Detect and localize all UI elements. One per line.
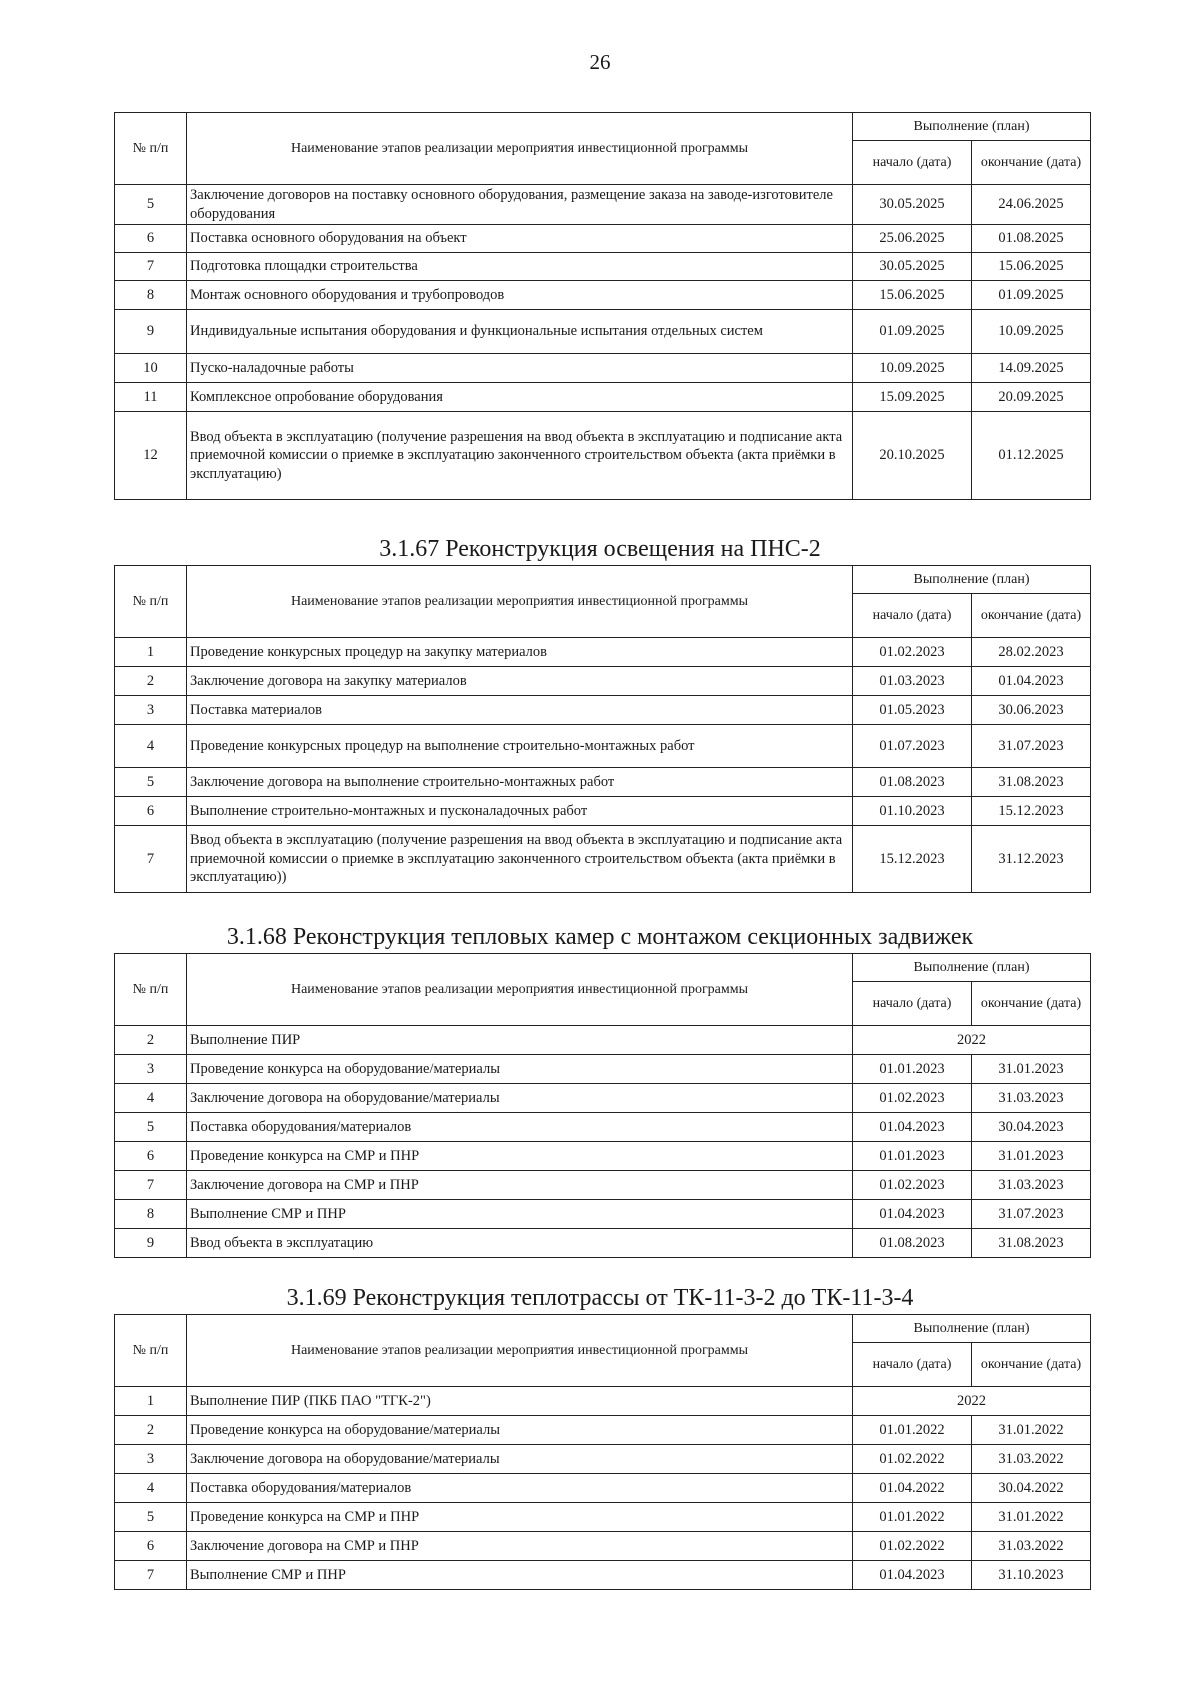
row-end: 31.12.2023 <box>972 826 1091 893</box>
table-row <box>115 1200 1091 1229</box>
row-end: 31.03.2022 <box>972 1445 1091 1474</box>
header-execution: Выполнение (план) <box>853 566 1091 594</box>
row-num: 1 <box>115 638 187 667</box>
table-row <box>115 185 1091 225</box>
row-num: 3 <box>115 696 187 725</box>
row-name: Заключение договора на СМР и ПНР <box>187 1171 853 1200</box>
table-row <box>115 1416 1091 1445</box>
row-start: 01.07.2023 <box>853 725 972 768</box>
row-start: 01.03.2023 <box>853 667 972 696</box>
row-end: 31.01.2023 <box>972 1055 1091 1084</box>
row-name: Проведение конкурса на оборудование/материалы <box>187 1416 853 1445</box>
table-row <box>115 1229 1091 1258</box>
row-num: 2 <box>115 1026 187 1055</box>
row-name: Монтаж основного оборудования и трубопроводов <box>187 281 853 310</box>
row-start: 01.04.2023 <box>853 1113 972 1142</box>
row-name: Заключение договора на выполнение строительно-монтажных работ <box>187 768 853 797</box>
row-name: Проведение конкурса на СМР и ПНР <box>187 1503 853 1532</box>
header-execution: Выполнение (план) <box>853 954 1091 982</box>
row-name: Поставка оборудования/материалов <box>187 1113 853 1142</box>
row-num: 5 <box>115 185 187 225</box>
row-name: Проведение конкурсных процедур на закупку материалов <box>187 638 853 667</box>
row-name: Проведение конкурса на оборудование/материалы <box>187 1055 853 1084</box>
row-start: 30.05.2025 <box>853 185 972 225</box>
row-name: Проведение конкурсных процедур на выполнение строительно-монтажных работ <box>187 725 853 768</box>
row-start: 01.04.2022 <box>853 1474 972 1503</box>
row-end: 10.09.2025 <box>972 310 1091 354</box>
row-start: 01.08.2023 <box>853 768 972 797</box>
row-start: 01.10.2023 <box>853 797 972 826</box>
row-name: Заключение договора на оборудование/материалы <box>187 1084 853 1113</box>
header-num: № п/п <box>115 1315 187 1387</box>
header-start: начало (дата) <box>853 141 972 185</box>
row-end: 31.10.2023 <box>972 1561 1091 1590</box>
row-start: 01.02.2023 <box>853 1171 972 1200</box>
table-row <box>115 354 1091 383</box>
row-year: 2022 <box>853 1387 1091 1416</box>
row-start: 01.08.2023 <box>853 1229 972 1258</box>
row-name: Заключение договора на СМР и ПНР <box>187 1532 853 1561</box>
row-start: 01.09.2025 <box>853 310 972 354</box>
header-end: окончание (дата) <box>972 982 1091 1026</box>
table-row <box>115 1142 1091 1171</box>
row-name: Поставка оборудования/материалов <box>187 1474 853 1503</box>
row-num: 9 <box>115 1229 187 1258</box>
table-row <box>115 225 1091 253</box>
row-start: 01.01.2023 <box>853 1142 972 1171</box>
table-row <box>115 281 1091 310</box>
header-end: окончание (дата) <box>972 594 1091 638</box>
row-name: Заключение договора на закупку материалов <box>187 667 853 696</box>
row-name: Ввод объекта в эксплуатацию <box>187 1229 853 1258</box>
stages-table-67 <box>114 565 1091 893</box>
row-name: Ввод объекта в эксплуатацию (получение разрешения на ввод объекта в эксплуатацию и подписание акта приемочной комиссии о приемке в эксплуатацию законченного строительством объекта (акта приёмки в эксплуатацию)) <box>187 826 853 893</box>
row-end: 01.08.2025 <box>972 225 1091 253</box>
row-start: 01.02.2023 <box>853 638 972 667</box>
header-end: окончание (дата) <box>972 1343 1091 1387</box>
row-name: Выполнение СМР и ПНР <box>187 1200 853 1229</box>
stages-table-68 <box>114 953 1091 1258</box>
row-name: Выполнение строительно-монтажных и пусконаладочных работ <box>187 797 853 826</box>
row-start: 01.04.2023 <box>853 1200 972 1229</box>
table-row <box>115 667 1091 696</box>
row-end: 31.03.2022 <box>972 1532 1091 1561</box>
row-end: 14.09.2025 <box>972 354 1091 383</box>
row-num: 2 <box>115 667 187 696</box>
row-end: 01.04.2023 <box>972 667 1091 696</box>
row-num: 7 <box>115 826 187 893</box>
table-row <box>115 696 1091 725</box>
section-title-69: 3.1.69 Реконструкция теплотрассы от ТК-11-3-2 до ТК-11-3-4 <box>286 1285 914 1311</box>
table-row <box>115 1503 1091 1532</box>
header-execution: Выполнение (план) <box>853 1315 1091 1343</box>
row-num: 6 <box>115 1532 187 1561</box>
row-name: Заключение договора на оборудование/материалы <box>187 1445 853 1474</box>
row-end: 01.09.2025 <box>972 281 1091 310</box>
row-name: Поставка основного оборудования на объект <box>187 225 853 253</box>
row-num: 4 <box>115 1084 187 1113</box>
row-start: 15.09.2025 <box>853 383 972 412</box>
header-num: № п/п <box>115 113 187 185</box>
row-end: 30.06.2023 <box>972 696 1091 725</box>
header-name: Наименование этапов реализации мероприятия инвестиционной программы <box>187 1315 853 1387</box>
table-row <box>115 253 1091 281</box>
row-name: Выполнение СМР и ПНР <box>187 1561 853 1590</box>
row-num: 2 <box>115 1416 187 1445</box>
row-start: 01.01.2022 <box>853 1503 972 1532</box>
header-start: начало (дата) <box>853 594 972 638</box>
header-num: № п/п <box>115 954 187 1026</box>
row-name: Ввод объекта в эксплуатацию (получение разрешения на ввод объекта в эксплуатацию и подписание акта приемочной комиссии о приемке в эксплуатацию законченного строительством объекта (акта приёмки в эксплуатацию) <box>187 412 853 500</box>
row-start: 01.02.2022 <box>853 1532 972 1561</box>
row-name: Заключение договоров на поставку основного оборудования, размещение заказа на заводе-изготовителе оборудования <box>187 185 853 225</box>
row-end: 24.06.2025 <box>972 185 1091 225</box>
table-row <box>115 1387 1091 1416</box>
row-end: 15.12.2023 <box>972 797 1091 826</box>
row-num: 6 <box>115 1142 187 1171</box>
row-num: 4 <box>115 1474 187 1503</box>
table-row <box>115 383 1091 412</box>
row-end: 30.04.2022 <box>972 1474 1091 1503</box>
stages-table-continued <box>114 112 1091 500</box>
row-start: 15.12.2023 <box>853 826 972 893</box>
table-row <box>115 1055 1091 1084</box>
row-end: 31.03.2023 <box>972 1084 1091 1113</box>
row-end: 28.02.2023 <box>972 638 1091 667</box>
row-end: 31.08.2023 <box>972 1229 1091 1258</box>
row-end: 31.07.2023 <box>972 725 1091 768</box>
row-num: 6 <box>115 225 187 253</box>
table-row <box>115 797 1091 826</box>
section-title-68: 3.1.68 Реконструкция тепловых камер с монтажом секционных задвижек <box>226 924 974 950</box>
table-row <box>115 725 1091 768</box>
row-num: 6 <box>115 797 187 826</box>
table-row <box>115 1113 1091 1142</box>
row-start: 01.02.2023 <box>853 1084 972 1113</box>
table-row <box>115 638 1091 667</box>
header-start: начало (дата) <box>853 1343 972 1387</box>
row-end: 31.01.2023 <box>972 1142 1091 1171</box>
row-start: 01.04.2023 <box>853 1561 972 1590</box>
row-name: Выполнение ПИР <box>187 1026 853 1055</box>
row-end: 30.04.2023 <box>972 1113 1091 1142</box>
row-name: Индивидуальные испытания оборудования и функциональные испытания отдельных систем <box>187 310 853 354</box>
row-num: 8 <box>115 281 187 310</box>
section-title-67: 3.1.67 Реконструкция освещения на ПНС-2 <box>379 536 821 562</box>
table-row <box>115 1084 1091 1113</box>
stages-table-69 <box>114 1314 1091 1590</box>
row-num: 3 <box>115 1055 187 1084</box>
row-num: 4 <box>115 725 187 768</box>
page-number: 26 <box>589 50 611 74</box>
row-start: 01.05.2023 <box>853 696 972 725</box>
header-execution: Выполнение (план) <box>853 113 1091 141</box>
table-row <box>115 310 1091 354</box>
row-name: Выполнение ПИР (ПКБ ПАО "ТГК-2") <box>187 1387 853 1416</box>
row-start: 01.01.2022 <box>853 1416 972 1445</box>
row-start: 01.01.2023 <box>853 1055 972 1084</box>
row-num: 12 <box>115 412 187 500</box>
header-name: Наименование этапов реализации мероприятия инвестиционной программы <box>187 954 853 1026</box>
row-num: 10 <box>115 354 187 383</box>
header-num: № п/п <box>115 566 187 638</box>
table-row <box>115 1561 1091 1590</box>
row-start: 25.06.2025 <box>853 225 972 253</box>
header-name: Наименование этапов реализации мероприятия инвестиционной программы <box>187 566 853 638</box>
row-end: 31.03.2023 <box>972 1171 1091 1200</box>
table-row <box>115 1445 1091 1474</box>
row-name: Пуско-наладочные работы <box>187 354 853 383</box>
row-name: Поставка материалов <box>187 696 853 725</box>
row-num: 5 <box>115 1503 187 1532</box>
row-end: 31.01.2022 <box>972 1416 1091 1445</box>
header-start: начало (дата) <box>853 982 972 1026</box>
row-num: 5 <box>115 1113 187 1142</box>
row-name: Комплексное опробование оборудования <box>187 383 853 412</box>
row-start: 20.10.2025 <box>853 412 972 500</box>
header-name: Наименование этапов реализации мероприятия инвестиционной программы <box>187 113 853 185</box>
row-end: 01.12.2025 <box>972 412 1091 500</box>
row-start: 01.02.2022 <box>853 1445 972 1474</box>
row-name: Подготовка площадки строительства <box>187 253 853 281</box>
row-end: 31.01.2022 <box>972 1503 1091 1532</box>
row-start: 10.09.2025 <box>853 354 972 383</box>
table-row <box>115 768 1091 797</box>
row-num: 7 <box>115 1171 187 1200</box>
header-end: окончание (дата) <box>972 141 1091 185</box>
row-num: 8 <box>115 1200 187 1229</box>
row-start: 15.06.2025 <box>853 281 972 310</box>
row-end: 20.09.2025 <box>972 383 1091 412</box>
row-end: 31.08.2023 <box>972 768 1091 797</box>
row-year: 2022 <box>853 1026 1091 1055</box>
row-start: 30.05.2025 <box>853 253 972 281</box>
row-num: 9 <box>115 310 187 354</box>
table-row <box>115 1026 1091 1055</box>
row-num: 5 <box>115 768 187 797</box>
table-row <box>115 826 1091 893</box>
table-row <box>115 1532 1091 1561</box>
row-num: 7 <box>115 1561 187 1590</box>
row-num: 7 <box>115 253 187 281</box>
row-name: Проведение конкурса на СМР и ПНР <box>187 1142 853 1171</box>
table-row <box>115 1474 1091 1503</box>
table-row <box>115 1171 1091 1200</box>
row-end: 31.07.2023 <box>972 1200 1091 1229</box>
row-num: 3 <box>115 1445 187 1474</box>
row-num: 1 <box>115 1387 187 1416</box>
row-num: 11 <box>115 383 187 412</box>
table-row <box>115 412 1091 500</box>
row-end: 15.06.2025 <box>972 253 1091 281</box>
